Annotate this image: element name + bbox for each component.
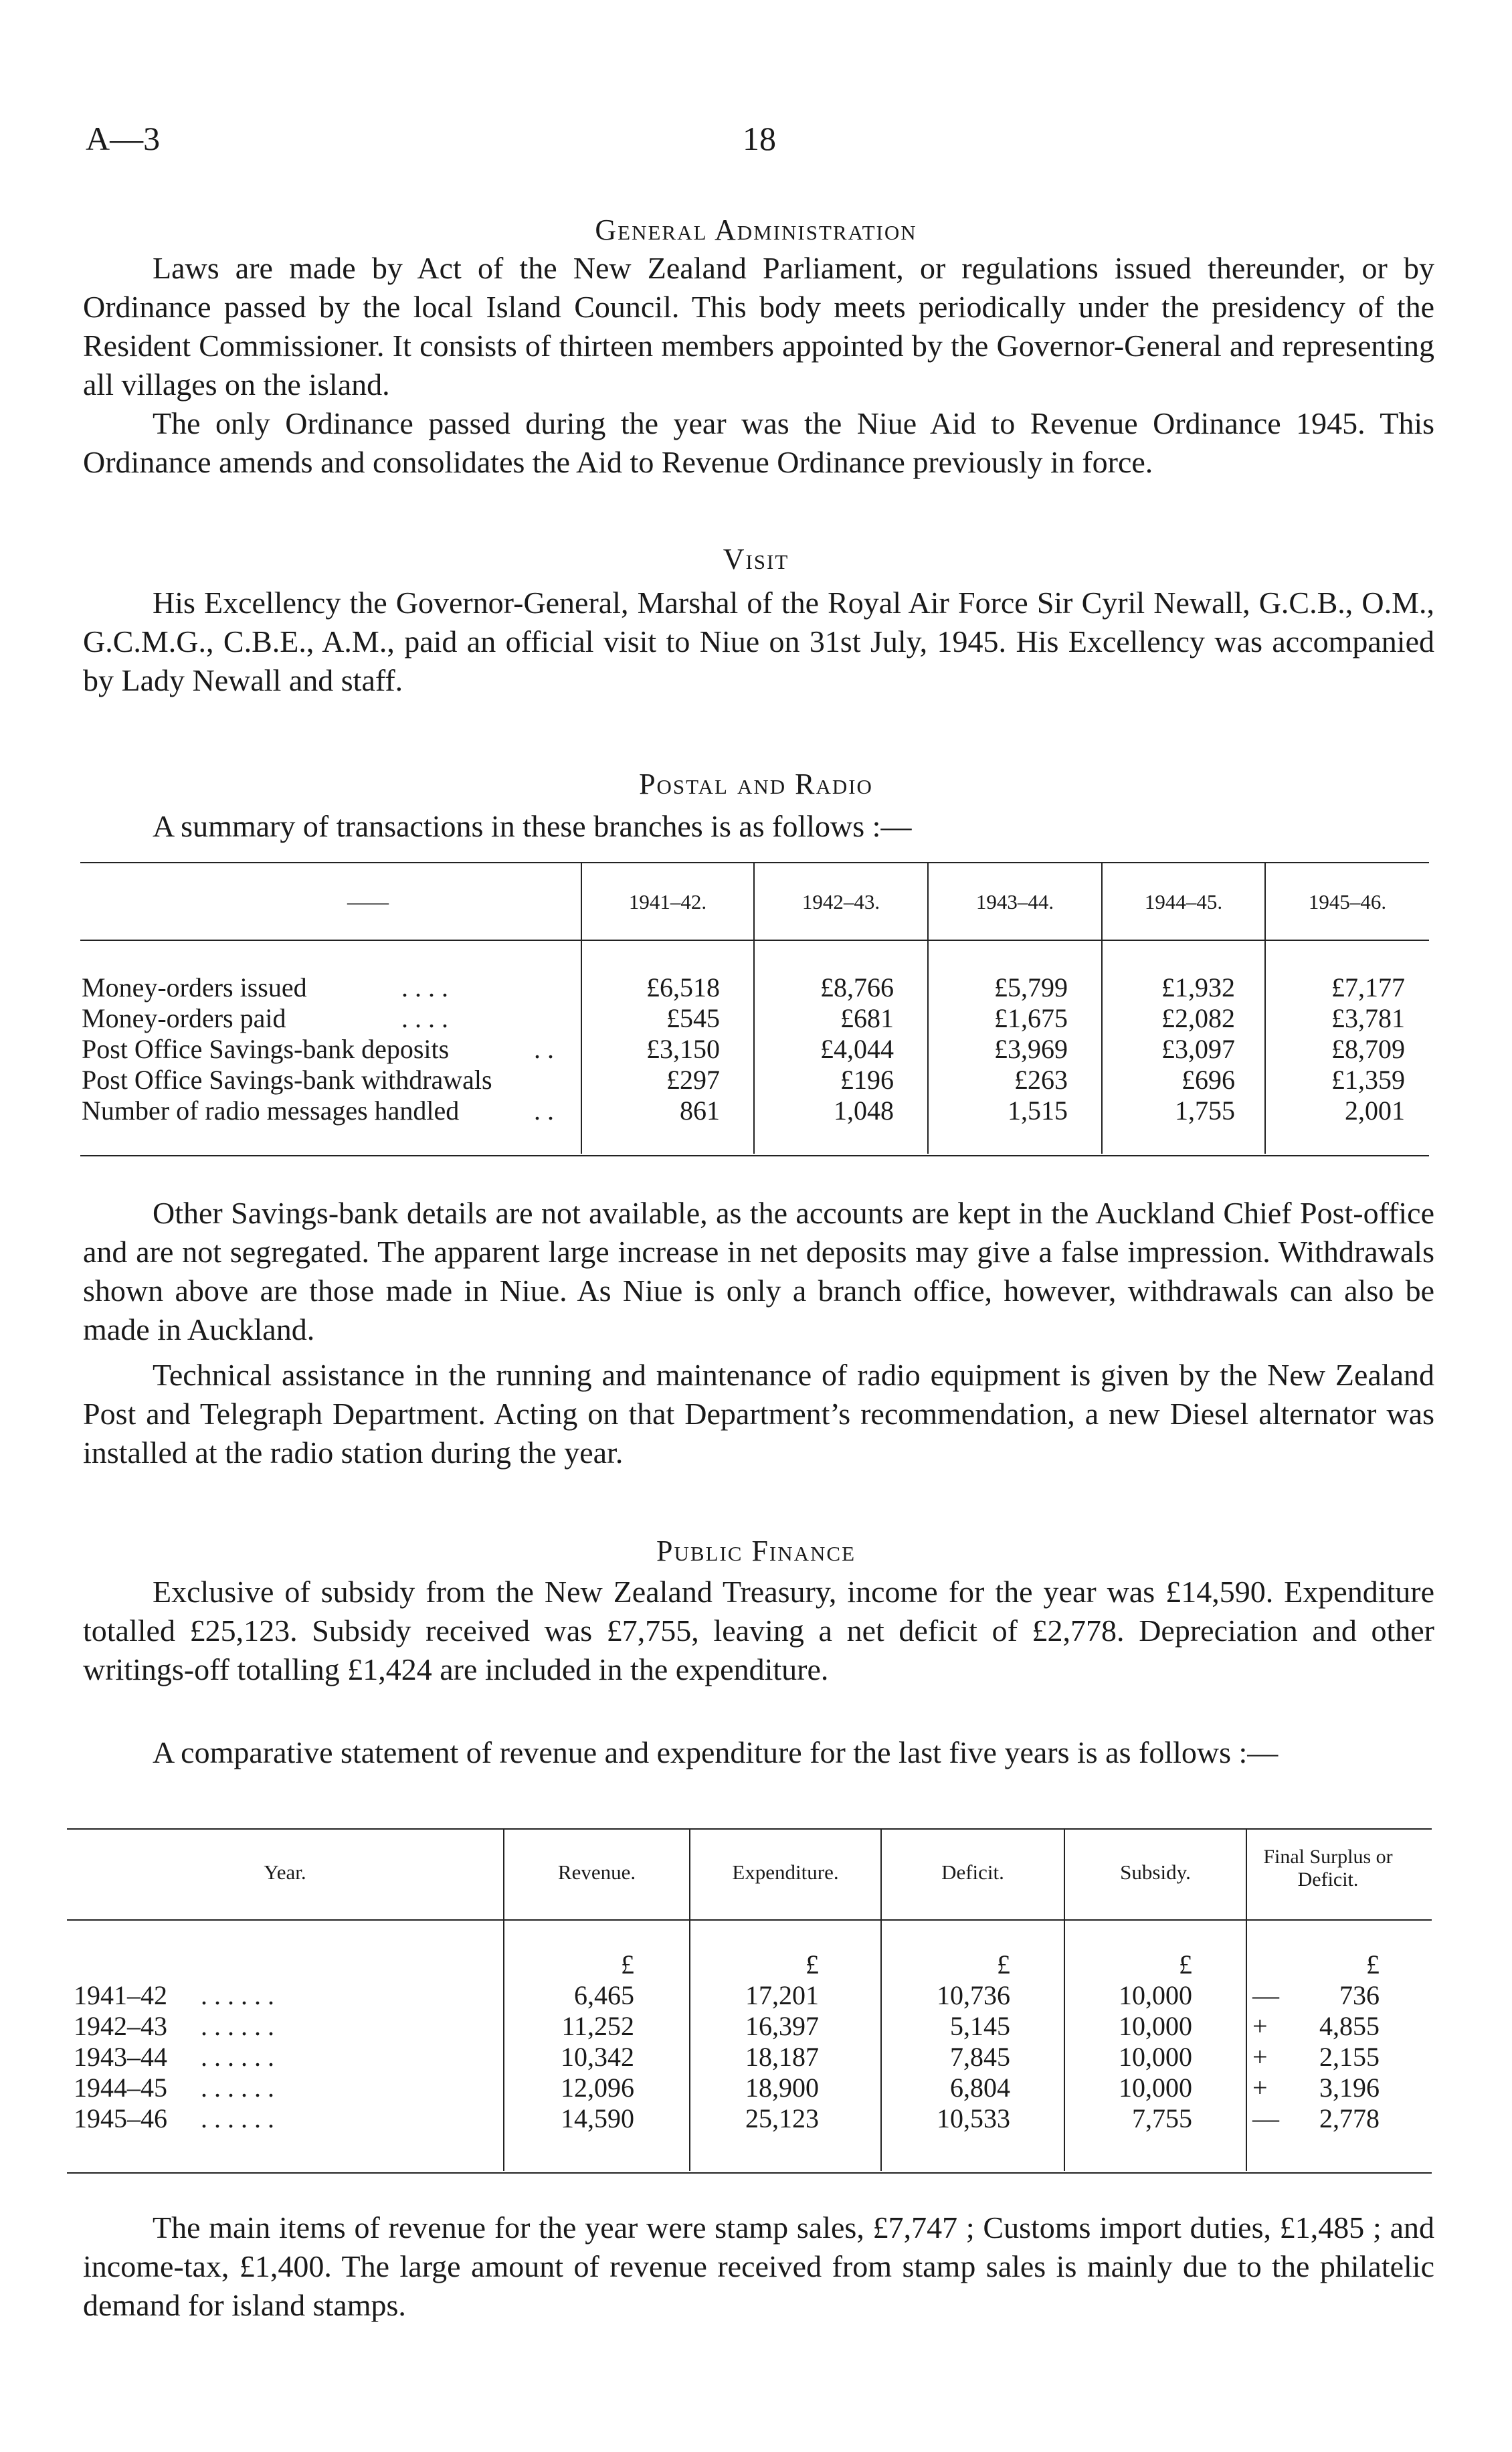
finance-final: 736 xyxy=(1339,1980,1380,2010)
finance-final: 2,155 xyxy=(1319,2042,1380,2072)
finance-deficit: 5,145 xyxy=(950,2011,1010,2041)
finance-table-bottom-rule xyxy=(67,2172,1432,2174)
finance-revenue: 11,252 xyxy=(561,2011,634,2041)
public-finance-paragraph-1: Exclusive of subsidy from the New Zealand Treasury, income for the year was £14,590. Expenditure totalled £25,123. Subsidy received was £7,755, leaving a net deficit of £2,778. Depreciation and other writings-off totalling £1,424 are included in the expenditure. xyxy=(83,1575,1434,1686)
finance-subsidy: 10,000 xyxy=(1119,1980,1192,2010)
general-administration-paragraph-1: Laws are made by Act of the New Zealand Parliament, or regulations issued thereunder, or by Ordinance passed by the local Island Council. This body meets periodically under the presidency of the Resident Commissioner. It consists of thirteen members appointed by the Governor-General and representing all villages on the island. xyxy=(83,251,1434,402)
postal-cell: £7,177 xyxy=(1331,972,1405,1002)
finance-year: 1942–43 xyxy=(74,2011,167,2041)
finance-row-leader: . . . . . . xyxy=(201,2073,274,2103)
finance-final: 4,855 xyxy=(1319,2011,1380,2041)
finance-expenditure: 25,123 xyxy=(745,2103,819,2133)
finance-expenditure: 16,397 xyxy=(745,2011,819,2041)
postal-row-leader: . . . . xyxy=(401,972,448,1002)
finance-row-leader: . . . . . . xyxy=(201,2042,274,2072)
postal-cell: £196 xyxy=(840,1065,894,1095)
finance-header-year: Year. xyxy=(264,1860,306,1884)
finance-header-final: Final Surplus or Deficit. xyxy=(1263,1846,1393,1891)
finance-header-subsidy: Subsidy. xyxy=(1120,1860,1191,1884)
finance-expenditure: 18,900 xyxy=(745,2073,819,2103)
postal-cell: £3,781 xyxy=(1331,1003,1405,1033)
postal-cell: 1,515 xyxy=(1008,1096,1068,1126)
postal-cell: £545 xyxy=(666,1003,720,1033)
postal-table-header-rule xyxy=(80,940,1429,941)
finance-expenditure: 17,201 xyxy=(745,1980,819,2010)
finance-year: 1943–44 xyxy=(74,2042,167,2072)
postal-cell: £1,932 xyxy=(1161,972,1235,1002)
finance-deficit: 10,736 xyxy=(937,1980,1010,2010)
postal-cell: 1,755 xyxy=(1175,1096,1235,1126)
finance-sign: + xyxy=(1252,2011,1268,2041)
postal-row-label: Post Office Savings-bank deposits xyxy=(82,1034,450,1064)
finance-deficit: 10,533 xyxy=(937,2103,1010,2133)
postal-cell: £3,150 xyxy=(646,1034,720,1064)
postal-radio-paragraph-1: Other Savings-bank details are not available, as the accounts are kept in the Auckland Chief Post-office and are not segregated. The apparent large increase in net deposits may give a false impression. Withdrawals shown above are those made in Niue. As Niue is only a branch office, however, withdrawals can also be made in Auckland. xyxy=(83,1196,1434,1346)
postal-cell: 861 xyxy=(680,1096,720,1126)
finance-unit: £ xyxy=(1366,1949,1380,1980)
postal-radio-paragraph-2: Technical assistance in the running and maintenance of radio equipment is given by the New Zealand Post and Telegraph Department. Acting on that Department’s recommendation, a new Diesel alternator was installed at the radio station during the year. xyxy=(83,1358,1434,1470)
finance-final: 2,778 xyxy=(1319,2103,1380,2133)
postal-row-label: Number of radio messages handled xyxy=(82,1096,460,1126)
finance-unit: £ xyxy=(1179,1949,1192,1980)
finance-sign: + xyxy=(1252,2073,1268,2103)
finance-revenue: 12,096 xyxy=(561,2073,634,2103)
finance-table-header-rule xyxy=(67,1919,1432,1921)
postal-cell: £681 xyxy=(840,1003,894,1033)
finance-unit: £ xyxy=(806,1949,819,1980)
postal-cell: £2,082 xyxy=(1161,1003,1235,1033)
postal-cell: £1,359 xyxy=(1331,1065,1405,1095)
postal-cell: £4,044 xyxy=(820,1034,894,1064)
postal-row-leader: . . xyxy=(534,1034,554,1064)
finance-subsidy: 7,755 xyxy=(1132,2103,1192,2133)
finance-year: 1941–42 xyxy=(74,1980,167,2010)
postal-header-year: 1944–45. xyxy=(1144,890,1223,913)
finance-year: 1945–46 xyxy=(74,2103,167,2133)
finance-subsidy: 10,000 xyxy=(1119,2073,1192,2103)
finance-revenue: 10,342 xyxy=(561,2042,634,2072)
postal-table-top-rule xyxy=(80,862,1429,863)
finance-col-divider xyxy=(1246,1830,1247,2171)
finance-header-expenditure: Expenditure. xyxy=(732,1860,839,1884)
postal-row-label: Money-orders issued xyxy=(82,972,307,1002)
postal-header-year: 1942–43. xyxy=(801,890,880,913)
postal-row-label: Post Office Savings-bank withdrawals xyxy=(82,1065,492,1095)
public-finance-paragraph-3: The main items of revenue for the year were stamp sales, £7,747 ; Customs import duties, £1,485 ; and income-tax, £1,400. The large amount of revenue received from stamp sales is mainly due to the philatelic demand for island stamps. xyxy=(83,2210,1434,2322)
public-finance-paragraph-2: A comparative statement of revenue and expenditure for the last five years is as follows :— xyxy=(153,1735,1279,1769)
finance-deficit: 6,804 xyxy=(950,2073,1010,2103)
postal-cell: 2,001 xyxy=(1345,1096,1405,1126)
postal-row-label: Money-orders paid xyxy=(82,1003,286,1033)
heading-postal-and-radio: Postal and Radio xyxy=(639,768,873,800)
postal-header-year: 1943–44. xyxy=(975,890,1054,913)
finance-revenue: 14,590 xyxy=(561,2103,634,2133)
finance-unit: £ xyxy=(621,1949,634,1980)
finance-header-deficit: Deficit. xyxy=(941,1860,1004,1884)
heading-general-administration: General Administration xyxy=(595,213,917,246)
finance-expenditure: 18,187 xyxy=(745,2042,819,2072)
postal-radio-intro: A summary of transactions in these branches is as follows :— xyxy=(153,809,912,843)
postal-cell: £696 xyxy=(1182,1065,1235,1095)
finance-row-leader: . . . . . . xyxy=(201,1980,274,2010)
postal-header-dash: —— xyxy=(347,890,389,913)
postal-header-year: 1945–46. xyxy=(1308,890,1387,913)
postal-cell: £1,675 xyxy=(994,1003,1068,1033)
finance-header-revenue: Revenue. xyxy=(557,1860,636,1884)
finance-year: 1944–45 xyxy=(74,2073,167,2103)
postal-cell: £8,766 xyxy=(820,972,894,1002)
finance-row-leader: . . . . . . xyxy=(201,2103,274,2133)
finance-revenue: 6,465 xyxy=(574,1980,634,2010)
postal-cell: 1,048 xyxy=(834,1096,894,1126)
page-number: 18 xyxy=(743,120,776,157)
finance-sign: — xyxy=(1252,2103,1279,2133)
postal-cell: £3,969 xyxy=(994,1034,1068,1064)
heading-visit: Visit xyxy=(723,543,789,576)
finance-subsidy: 10,000 xyxy=(1119,2011,1192,2041)
finance-final: 3,196 xyxy=(1319,2073,1380,2103)
finance-deficit: 7,845 xyxy=(950,2042,1010,2072)
visit-paragraph: His Excellency the Governor-General, Marshal of the Royal Air Force Sir Cyril Newall, G.C.B., O.M., G.C.M.G., C.B.E., A.M., paid an official visit to Niue on 31st July, 1945. His Excellency was accompanied by Lady Newall and staff. xyxy=(83,586,1434,697)
finance-row-leader: . . . . . . xyxy=(201,2011,274,2041)
postal-cell: £6,518 xyxy=(646,972,720,1002)
postal-cell: £263 xyxy=(1014,1065,1068,1095)
postal-header-year: 1941–42. xyxy=(628,890,707,913)
finance-unit: £ xyxy=(997,1949,1010,1980)
finance-subsidy: 10,000 xyxy=(1119,2042,1192,2072)
postal-cell: £297 xyxy=(666,1065,720,1095)
postal-row-leader: . . xyxy=(534,1096,554,1126)
finance-table-top-rule xyxy=(67,1828,1432,1830)
section-code: A—3 xyxy=(86,120,161,157)
general-administration-paragraph-2: The only Ordinance passed during the year was the Niue Aid to Revenue Ordinance 1945. This Ordinance amends and consolidates the Aid to Revenue Ordinance previously in force. xyxy=(83,406,1434,479)
finance-sign: + xyxy=(1252,2042,1268,2072)
postal-row-leader: . . . . xyxy=(401,1003,448,1033)
heading-public-finance: Public Finance xyxy=(656,1535,856,1567)
postal-cell: £3,097 xyxy=(1161,1034,1235,1064)
postal-table-bottom-rule xyxy=(80,1155,1429,1156)
postal-cell: £5,799 xyxy=(994,972,1068,1002)
finance-sign: — xyxy=(1252,1980,1279,2010)
postal-cell: £8,709 xyxy=(1331,1034,1405,1064)
